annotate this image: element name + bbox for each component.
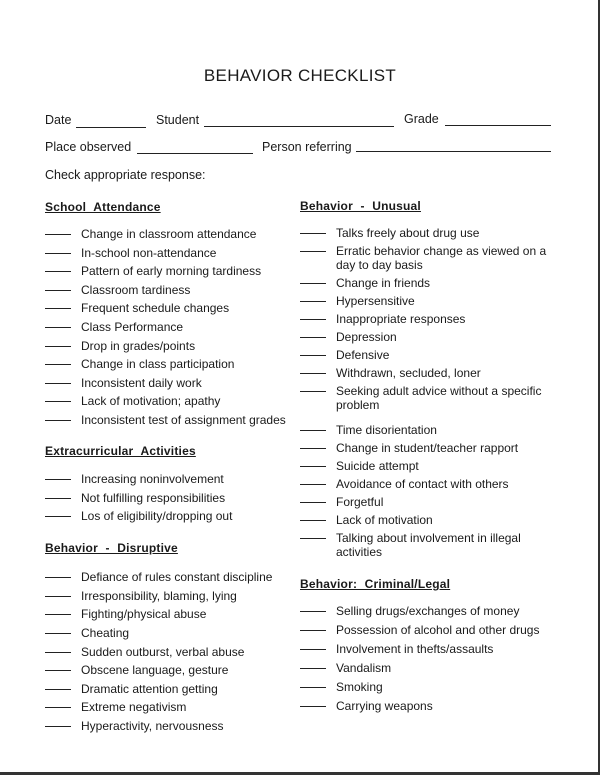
check-line[interactable] [45,577,71,578]
item-label: Inconsistent daily work [81,375,202,390]
item-label: Inconsistent test of assignment grades [81,412,286,427]
section-title-behavior-unusual: Behavior - Unusual [300,199,421,213]
item-label: Fighting/physical abuse [81,607,207,622]
checklist-item[interactable] [300,477,565,491]
check-line[interactable] [45,290,71,291]
extracurricular-list [45,472,295,523]
item-label: Change in class participation [81,357,235,372]
checklist-item[interactable] [300,294,565,308]
item-label: Obscene language, gesture [81,663,229,678]
checklist-item[interactable] [45,626,295,640]
instruction-text: Check appropriate response: [45,168,206,182]
item-label: Vandalism [336,661,392,675]
item-label: Withdrawn, secluded, loner [336,366,481,380]
check-line[interactable] [300,301,326,302]
item-label: Talking about involvement in illegal activities [336,531,521,559]
check-line[interactable] [300,484,326,485]
check-line[interactable] [45,364,71,365]
item-label: Change in friends [336,276,431,290]
behavior-unusual-list [300,226,565,559]
item-label: Increasing noninvolvement [81,471,224,486]
right-column [300,199,565,713]
checklist-item[interactable] [45,246,295,260]
check-line[interactable] [300,687,326,688]
item-label: Dramatic attention getting [81,681,218,696]
item-label: Talks freely about drug use [336,226,480,240]
item-label: Hypersensitive [336,294,415,308]
item-label: Cheating [81,625,130,640]
check-line[interactable] [45,327,71,328]
checklist-item[interactable] [300,459,565,473]
check-line[interactable] [45,652,71,653]
item-label: Inappropriate responses [336,312,466,326]
item-label: Erratic behavior change as viewed on a day to day basis [336,244,547,272]
check-line[interactable] [45,498,71,499]
checklist-item[interactable] [300,366,565,380]
check-line[interactable] [45,670,71,671]
item-label: Defensive [336,348,390,362]
item-label: Not fulfilling responsibilities [81,490,226,505]
check-line[interactable] [300,355,326,356]
item-label: Seeking adult advice without a specific problem [336,384,542,412]
checklist-item[interactable] [300,244,565,272]
section-title-extracurricular: Extracurricular Activities [45,443,196,458]
check-line[interactable] [300,233,326,234]
checklist-item[interactable] [300,623,565,637]
item-label: Depression [336,330,397,344]
student-field[interactable] [204,126,394,127]
check-line[interactable] [45,596,71,597]
school-attendance-list [45,227,295,427]
check-line[interactable] [45,726,71,727]
checklist-item[interactable] [45,570,295,584]
item-label: Classroom tardiness [81,282,191,297]
checklist-item[interactable] [300,312,565,326]
item-label: Frequent schedule changes [81,301,230,316]
check-line[interactable] [45,689,71,690]
checklist-item[interactable] [300,495,565,509]
student-label: Student [156,113,200,127]
item-label: Smoking [336,680,383,694]
checklist-item[interactable] [45,376,295,390]
date-field[interactable] [76,127,146,128]
check-line[interactable] [300,251,326,252]
item-label: In-school non-attendance [81,245,217,260]
checklist-item[interactable] [45,700,295,714]
checklist-item[interactable] [45,264,295,278]
checklist-item[interactable] [45,320,295,334]
checklist-item[interactable] [300,604,565,618]
person-referring-label: Person referring [262,140,352,154]
section-title-criminal-legal: Behavior: Criminal/Legal [300,577,451,591]
check-line[interactable] [300,373,326,374]
check-line[interactable] [300,319,326,320]
item-label: Possession of alcohol and other drugs [336,623,540,637]
item-label: Extreme negativism [81,700,187,715]
place-observed-field[interactable] [137,153,253,154]
item-label: Change in student/teacher rapport [336,441,519,455]
checklist-item[interactable] [45,682,295,696]
item-label: Involvement in thefts/assaults [336,642,494,656]
item-label: Carrying weapons [336,699,433,713]
checklist-item[interactable] [45,719,295,733]
criminal-legal-list [300,604,565,713]
checklist-item[interactable] [45,283,295,297]
behavior-disruptive-list [45,570,295,733]
checklist-item[interactable] [45,227,295,241]
item-label: Hyperactivity, nervousness [81,718,224,733]
item-label: Drop in grades/points [81,338,196,353]
item-label: Sudden outburst, verbal abuse [81,644,245,659]
check-line[interactable] [45,479,71,480]
checklist-item[interactable] [45,413,295,427]
date-label: Date [45,113,72,127]
checklist-item[interactable] [300,226,565,240]
checklist-item[interactable] [45,589,295,603]
item-label: Suicide attempt [336,459,419,473]
checklist-item[interactable] [300,531,565,559]
checklist-item[interactable] [45,607,295,621]
check-line[interactable] [300,502,326,503]
left-column [45,200,295,733]
checklist-item[interactable] [45,301,295,315]
check-line[interactable] [300,706,326,707]
item-label: Pattern of early morning tardiness [81,264,262,279]
checklist-item[interactable] [300,330,565,344]
page-title: BEHAVIOR CHECKLIST [203,66,397,85]
checklist-item[interactable] [45,339,295,353]
item-label: Lack of motivation; apathy [81,394,221,409]
check-line[interactable] [45,707,71,708]
grade-field[interactable] [445,125,551,126]
check-line[interactable] [300,448,326,449]
checklist-item[interactable] [45,645,295,659]
checklist-item[interactable] [45,663,295,677]
check-line[interactable] [45,308,71,309]
item-label: Avoidance of contact with others [336,477,509,491]
check-line[interactable] [300,649,326,650]
item-label: Selling drugs/exchanges of money [336,604,520,618]
checklist-item[interactable] [300,661,565,675]
person-referring-field[interactable] [356,151,551,152]
checklist-item[interactable] [300,348,565,362]
checklist-item[interactable] [45,472,295,486]
check-line[interactable] [300,391,326,392]
item-label: Forgetful [336,495,384,509]
check-line[interactable] [45,401,71,402]
check-line[interactable] [45,346,71,347]
checklist-item[interactable] [300,384,565,412]
section-title-behavior-disruptive: Behavior - Disruptive [45,541,178,556]
item-label: Irresponsibility, blaming, lying [81,588,237,603]
checklist-item[interactable] [45,394,295,408]
check-line[interactable] [300,337,326,338]
item-label: Los of eligibility/dropping out [81,509,233,524]
check-line[interactable] [45,614,71,615]
place-observed-label: Place observed [45,140,132,154]
item-label: Defiance of rules constant discipline [81,570,273,585]
checklist-item[interactable] [300,680,565,694]
check-line[interactable] [300,466,326,467]
check-line[interactable] [300,611,326,612]
section-title-school-attendance: School Attendance [45,200,161,214]
check-line[interactable] [45,234,71,235]
check-line[interactable] [45,516,71,517]
check-line[interactable] [300,520,326,521]
check-line[interactable] [300,283,326,284]
grade-label: Grade [404,112,439,126]
item-label: Time disorientation [336,423,437,437]
checklist-item[interactable] [45,357,295,371]
check-line[interactable] [45,253,71,254]
check-line[interactable] [300,430,326,431]
checklist-item[interactable] [300,699,565,713]
check-line[interactable] [300,630,326,631]
checklist-item[interactable] [300,642,565,656]
checklist-item[interactable] [300,423,565,437]
item-label: Change in classroom attendance [81,227,257,241]
checklist-item[interactable] [300,513,565,527]
checklist-item[interactable] [45,491,295,505]
check-line[interactable] [300,668,326,669]
check-line[interactable] [45,633,71,634]
checklist-item[interactable] [300,276,565,290]
checklist-item[interactable] [45,509,295,523]
check-line[interactable] [45,271,71,272]
check-line[interactable] [45,420,71,421]
item-label: Lack of motivation [336,513,433,527]
check-line[interactable] [45,383,71,384]
item-label: Class Performance [81,319,184,334]
checklist-item[interactable] [300,441,565,455]
check-line[interactable] [300,538,326,539]
